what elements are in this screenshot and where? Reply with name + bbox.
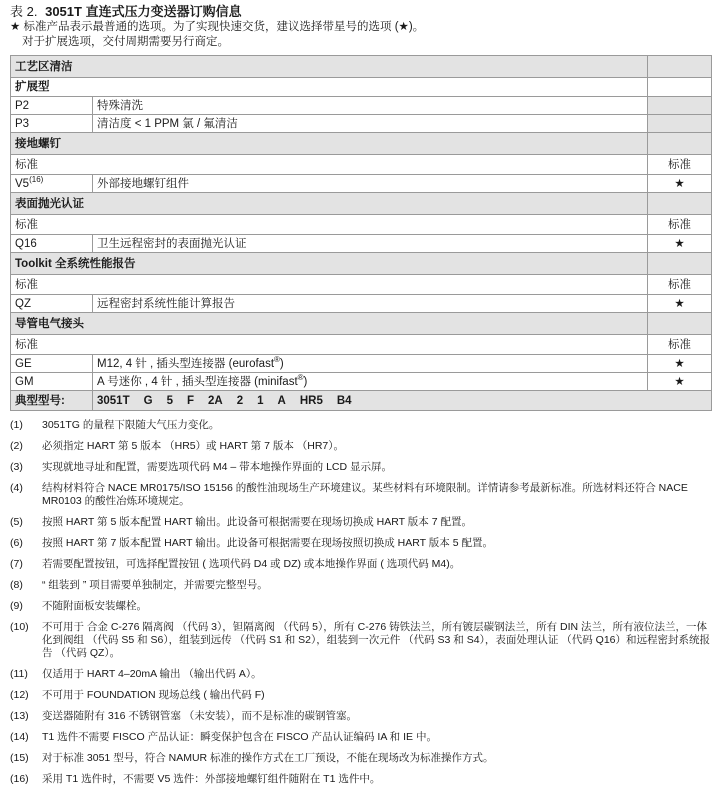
subheader-extended	[11, 78, 712, 97]
footnote: (1) 3051TG 的量程下限随大气压力变化。	[10, 419, 220, 431]
option-description: 特殊清洗	[93, 97, 648, 115]
footnote: (12) 不可用于 FOUNDATION 现场总线 ( 输出代码 F)	[10, 689, 265, 701]
subheader-label: 标准	[11, 335, 648, 355]
option-description: 清洁度 < 1 PPM 氯 / 氟清洁	[93, 115, 648, 133]
subheader-label: 标准	[11, 275, 648, 295]
model-code: 1	[257, 394, 264, 407]
typical-model-codes	[93, 391, 712, 411]
footnote: (16) 采用 T1 选件时，不需要 V5 选件：外部接地螺钉组件随附在 T1 选件中。	[10, 773, 381, 785]
model-code: 2	[236, 394, 244, 407]
standard-column-label: 标准	[648, 215, 712, 235]
option-description: A 号迷你 , 4 针 , 插头型连接器 (minifast®)	[93, 373, 648, 391]
option-code: GM	[11, 373, 93, 391]
footnote: (15) 对于标准 3051 型号，符合 NAMUR 标准的操作方式在工厂预设，不能在现场改为标准操作方式。	[10, 752, 494, 764]
footnote: (3) 实现就地寻址和配置，需要选项代码 M4 – 带本地操作界面的 LCD 显示屏。	[10, 461, 393, 473]
typical-model-label: 典型型号:	[11, 391, 93, 411]
option-code: P3	[11, 115, 93, 133]
table-row	[11, 235, 712, 253]
intro-line-1: ★ 标准产品表示最普通的选项。为了实现快速交货，建议选择带星号的选项 (★)。	[10, 21, 425, 33]
model-code: G	[143, 394, 153, 407]
standard-column-label: 标准	[648, 275, 712, 295]
option-code: GE	[11, 355, 93, 373]
table-row	[11, 373, 712, 391]
option-code: Q16	[11, 235, 93, 253]
subheader-label: 扩展型	[11, 78, 648, 97]
intro-text	[10, 20, 710, 50]
table-title	[10, 4, 710, 20]
footnote: (2) 必须指定 HART 第 5 版本 （HR5）或 HART 第 7 版本 （HR7）。	[10, 440, 345, 452]
footnote: (6) 按照 HART 第 7 版本配置 HART 输出。此设备可根据需要在现场按照切换成 HART 版本 5 配置。	[10, 537, 493, 549]
table-row	[11, 295, 712, 313]
footnote: (13) 变送器随附有 316 不锈钢管塞 （未安装），而不是标准的碳钢管塞。	[10, 710, 358, 722]
section-header-toolkit	[11, 253, 712, 275]
table-title-text: 3051T 直连式压力变送器订购信息	[45, 4, 242, 19]
subheader-standard	[11, 215, 712, 235]
intro-line-2: 对于扩展选项，交付周期需要另行商定。	[22, 36, 229, 48]
table-row	[11, 97, 712, 115]
section-title: 表面抛光认证	[11, 193, 648, 215]
option-description: M12, 4 针 , 插头型连接器 (eurofast®)	[93, 355, 648, 373]
section-title: 工艺区清洁	[11, 56, 648, 78]
section-header-cleaning	[11, 56, 712, 78]
document-page	[10, 4, 710, 794]
subheader-standard	[11, 155, 712, 175]
footnote: (5) 按照 HART 第 5 版本配置 HART 输出。此设备可根据需要在现场切换成 HART 版本 7 配置。	[10, 516, 472, 528]
footnotes	[10, 419, 710, 786]
star-icon: ★	[648, 175, 712, 193]
section-header-ground-screw	[11, 133, 712, 155]
section-header-conduit	[11, 313, 712, 335]
footnote: (14) T1 选件不需要 FISCO 产品认证：瞬变保护包含在 FISCO 产品认证编码 IA 和 IE 中。	[10, 731, 437, 743]
model-code: 3051T	[97, 394, 130, 407]
model-code: 2A	[208, 394, 223, 407]
footnote: (8) “ 组装到 ” 项目需要单独制定，并需要完整型号。	[10, 579, 268, 591]
subheader-label: 标准	[11, 155, 648, 175]
section-title: 接地螺钉	[11, 133, 648, 155]
section-header-surface-polish	[11, 193, 712, 215]
option-code: V5$^{(16)}$	[11, 175, 93, 193]
table-row	[11, 115, 712, 133]
star-icon: ★	[648, 295, 712, 313]
section-title: 导管电气接头	[11, 313, 648, 335]
option-code: P2	[11, 97, 93, 115]
footnote: (7) 若需要配置按钮，可选择配置按钮 ( 选项代码 D4 或 DZ) 或本地操作界面 ( 选项代码 M4)。	[10, 558, 461, 570]
option-description: 卫生远程密封的表面抛光认证	[93, 235, 648, 253]
model-code: 5	[166, 394, 173, 407]
table-row	[11, 355, 712, 373]
option-code: QZ	[11, 295, 93, 313]
table-number: 表 2.	[10, 4, 38, 19]
option-description: 外部接地螺钉组件	[93, 175, 648, 193]
star-icon: ★	[648, 373, 712, 391]
footnote: (11) 仅适用于 HART 4–20mA 输出 （输出代码 A）。	[10, 668, 262, 680]
ordering-table	[10, 55, 712, 411]
star-icon: ★	[648, 355, 712, 373]
footnote-ref: (16)	[29, 174, 44, 184]
typical-model-row	[11, 391, 712, 411]
standard-column-label: 标准	[648, 335, 712, 355]
footnote: (4) 结构材料符合 NACE MR0175/ISO 15156 的酸性油现场生产环境建议。某些材料有环境限制。详情请参考最新标准。所选材料还符合 NACE MR0103 的酸性冶炼环境规定。	[10, 482, 688, 507]
star-icon: ★	[648, 235, 712, 253]
standard-column-label: 标准	[648, 155, 712, 175]
subheader-standard	[11, 335, 712, 355]
model-code: B4	[336, 394, 352, 407]
subheader-standard	[11, 275, 712, 295]
section-title: Toolkit 全系统性能报告	[11, 253, 648, 275]
model-code: HR5	[299, 394, 323, 407]
footnote: (10) 不可用于 合金 C-276 隔离阀 （代码 3），钽隔离阀 （代码 5），所有 C-276 铸铁法兰，所有镀层碳钢法兰，所有 DIN 法兰，所有液位法兰，一体化到阀组 （代码 S5 和 S6），组装到远传 （代码 S1 和 S2），组装到一次元件 （代码 S3 和 S4），表面处理认证 （代码 Q16）和远程密封系统报告 （代码 QZ）。	[10, 621, 710, 659]
footnote: (9) 不随附面板安装螺栓。	[10, 600, 147, 612]
subheader-label: 标准	[11, 215, 648, 235]
table-row	[11, 175, 712, 193]
model-code: F	[186, 394, 194, 407]
model-code: A	[277, 394, 286, 407]
option-description: 远程密封系统性能计算报告	[93, 295, 648, 313]
